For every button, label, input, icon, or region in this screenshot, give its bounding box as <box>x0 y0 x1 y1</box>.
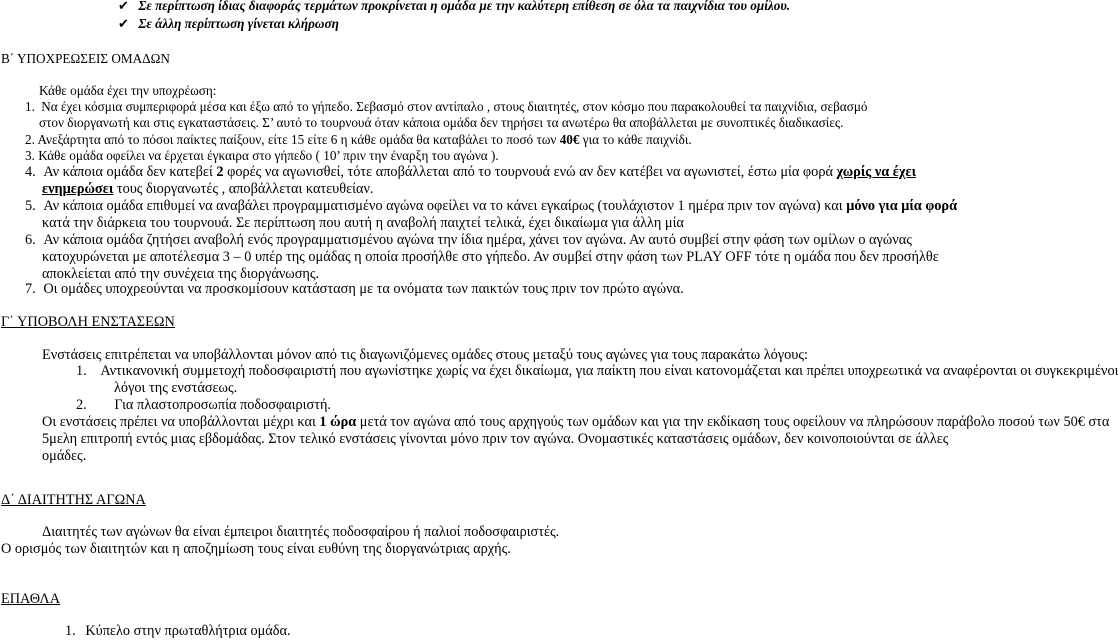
list-item: 2. Για πλαστοπροσωπία ποδοσφαιριστή. <box>76 397 332 413</box>
section-c-intro: Ενστάσεις επιτρέπεται να υποβάλλονται μόνον από τις διαγωνιζόμενες ομάδες στους μεταξύ τους αγώνες για τους παρακάτω λόγους: <box>42 347 808 363</box>
list-item-cont: αποκλείεται από την συνέχεια της διοργάνωσης. <box>42 266 320 282</box>
section-d-line: Διαιτητές των αγώνων θα είναι έμπειροι διαιτητές ποδοσφαίρου ή παλιοί ποδοσφαιριστές. <box>42 524 560 540</box>
list-item-cont: στον διοργανωτή και στις εγκαταστάσεις. Σ’ αυτό το τουρνουά όταν κάποια ομάδα δεν τηρήσει τα ανωτέρω θα αποβάλλεται με συνοπτικές διαδικασίες. <box>39 115 844 130</box>
list-item: 6. Αν κάποια ομάδα ζητήσει αναβολή ενός προγραμματισμένου αγώνα την ίδια ημέρα, χάνει τον αγώνα. Αν αυτό συμβεί στην φάση των ομίλων ο αγώνας <box>25 232 912 248</box>
section-c-paragraph-cont: 5μελη επιτροπή εντός μιας εβδομάδας. Στον τελικό ενστάσεις γίνονται μόνο πριν τον αγώνα. Ονομαστικές καταστάσεις ομάδων, δεν κοινοποιούνται σε άλλες <box>42 431 949 447</box>
section-c-paragraph: Οι ενστάσεις πρέπει να υποβάλλονται μέχρι και 1 ώρα μετά τον αγώνα από τους αρχηγούς των ομάδων και για την εκδίκαση τους οφείλουν να πληρώσουν παράβολο ποσού των 50€ στα <box>42 414 1110 430</box>
list-item: 7. Οι ομάδες υποχρεούνται να προσκομίσουν κατάσταση με τα ονόματα των παικτών τους πριν τον πρώτο αγώνα. <box>25 281 684 297</box>
list-item: 1. Αντικανονική συμμετοχή ποδοσφαιριστή που αγωνίστηκε χωρίς να έχει δικαίωμα, για παίκτη που είναι κατονομάζεται και πρέπει υποχρεωτικά να αναφέρονται οι συγκεκριμένοι <box>76 363 1118 379</box>
section-d-line: Ο ορισμός των διαιτητών και η αποζημίωση τους είναι ευθύνη της διοργανώτριας αρχής. <box>1 541 511 557</box>
list-item: 2. Ανεξάρτητα από το πόσοι παίκτες παίξουν, είτε 15 είτε 6 η κάθε ομάδα θα καταβάλει το ποσό των 40€ για το κάθε παιχνίδι. <box>25 132 692 147</box>
check-item: ✔ Σε άλλη περίπτωση γίνεται κλήρωση <box>118 16 339 32</box>
section-c-heading: Γ΄ ΥΠΟΒΟΛΗ ΕΝΣΤΑΣΕΩΝ <box>1 314 175 330</box>
list-item: 1. Κύπελο στην πρωταθλήτρια ομάδα. <box>65 623 291 639</box>
list-item: 5. Αν κάποια ομάδα επιθυμεί να αναβάλει προγραμματισμένο αγώνα οφείλει να το κάνει εγκαίρως (τουλάχιστον 1 ημέρα πριν τον αγώνα) και μόνο για μία φορά <box>25 198 958 214</box>
check-item: ✔ Σε περίπτωση ίδιας διαφοράς τερμάτων προκρίνεται η ομάδα με την καλύτερη επίθεση σε όλα τα παιχνίδια του ομίλου. <box>118 0 791 14</box>
checkmark-icon: ✔ <box>118 17 129 32</box>
section-d-heading: Δ΄ ΔΙΑΙΤΗΤΗΣ ΑΓΩΝΑ <box>1 492 146 508</box>
list-item: 4. Αν κάποια ομάδα δεν κατεβεί 2 φορές να αγωνισθεί, τότε αποβάλλεται από το τουρνουά ενώ αν δεν κατέβει να αγωνιστεί, έστω μία φορά χωρίς να έχει <box>25 164 917 180</box>
list-item: 3. Κάθε ομάδα οφείλει να έρχεται έγκαιρα στο γήπεδο ( 10’ πριν την έναρξη του αγώνα ). <box>25 148 499 163</box>
section-b-heading: Β΄ ΥΠΟΧΡΕΩΣΕΙΣ ΟΜΑΔΩΝ <box>1 51 170 66</box>
checkmark-icon: ✔ <box>118 0 129 14</box>
list-item-cont: λόγοι της ενστάσεως. <box>114 380 238 396</box>
section-c-paragraph-cont: ομάδες. <box>42 448 87 464</box>
list-item-cont: κατοχυρώνεται με αποτέλεσμα 3 – 0 υπέρ της ομάδας η οποία προσήλθε στο γήπεδο. Αν συμβεί στην φάση των PLAY OFF τότε η ομάδα που δεν προσήλθε <box>42 249 939 265</box>
list-item-cont: ενημερώσει τους διοργανωτές , αποβάλλεται κατευθείαν. <box>42 181 374 197</box>
list-item: 1. Να έχει κόσμια συμπεριφορά μέσα και έξω από το γήπεδο. Σεβασμό στον αντίπαλο , στους διαιτητές, στον κόσμο που παρακολουθεί τα παιχνίδια, σεβασμό <box>25 99 868 114</box>
section-e-heading: ΕΠΑΘΛΑ <box>1 591 61 607</box>
list-item-cont: κατά την διάρκεια του τουρνουά. Σε περίπτωση που αυτή η αναβολή παιχτεί τελικά, έχει δικαίωμα για άλλη μία <box>42 215 684 231</box>
section-b-intro: Κάθε ομάδα έχει την υποχρέωση: <box>39 83 217 98</box>
